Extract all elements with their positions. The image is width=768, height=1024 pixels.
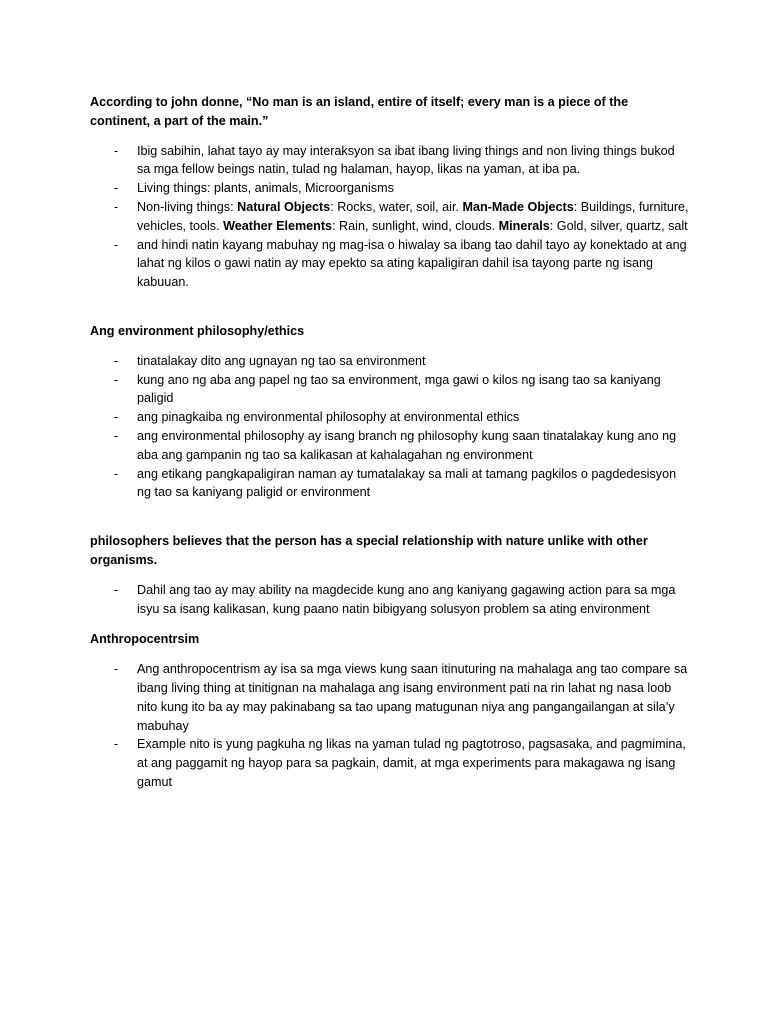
- section4-list: [90, 660, 690, 792]
- list-item: - tinatalakay dito ang ugnayan ng tao sa environment: [90, 352, 690, 371]
- document-body: [90, 93, 690, 792]
- section-heading-environment-philosophy: Ang environment philosophy/ethics: [90, 323, 305, 338]
- list-item: - ang pinagkaiba ng environmental philosophy at environmental ethics: [90, 408, 690, 427]
- list-item: - and hindi natin kayang mabuhay ng mag-isa o hiwalay sa ibang tao dahil tayo ay konektado at ang lahat ng kilos o gawi natin ay may epekto sa ating kapaligiran dahil isa tayong parte ng isang kabuuan.: [90, 236, 690, 292]
- section-heading-anthropocentrism: Anthropocentrsim: [90, 632, 200, 647]
- list-item: - Living things: plants, animals, Microorganisms: [90, 179, 690, 198]
- section1-list: [90, 142, 690, 292]
- section2-list: [90, 352, 690, 502]
- section3-list: [90, 581, 690, 619]
- list-item: - Ang anthropocentrism ay isa sa mga views kung saan itinuturing na mahalaga ang tao compare sa ibang living thing at tinitignan na mahalaga ang isang environment pati na rin lahat ng nasa loob nito kung ito ba ay may pakinabang sa tao upang matugunan niya ang pangangailangan at sila’y mabuhay: [90, 660, 690, 735]
- quote-heading: According to john donne, “No man is an island, entire of itself; every man is a piece of the continent, a part of the main.”: [90, 95, 629, 128]
- list-item-non-living: - Non-living things: Natural Objects: Rocks, water, soil, air. Man-Made Objects: Buildings, furniture, vehicles, tools. Weather Elements: Rain, sunlight, wind, clouds. Minerals: Gold, silver, quartz, salt: [90, 198, 690, 236]
- list-item: - ang etikang pangkapaligiran naman ay tumatalakay sa mali at tamang pagkilos o pagdedesisyon ng tao sa kaniyang paligid or environment: [90, 465, 690, 503]
- list-item: - Ibig sabihin, lahat tayo ay may interaksyon sa ibat ibang living things and non living things bukod sa mga fellow beings natin, tulad ng halaman, hayop, likas na yaman, at iba pa.: [90, 142, 690, 180]
- list-item: - Example nito is yung pagkuha ng likas na yaman tulad ng pagtotroso, pagsasaka, and pagmimina, at ang paggamit ng hayop para sa pagkain, damit, at mga experiments para makagawa ng isang gamut: [90, 735, 690, 791]
- section-heading-philosophers: philosophers believes that the person has a special relationship with nature unlike with other organisms.: [90, 534, 648, 567]
- list-item: - Dahil ang tao ay may ability na magdecide kung ano ang kaniyang gagawing action para sa mga isyu sa isang kalikasan, kung paano natin bibigyang solusyon problem sa ating environment: [90, 581, 690, 619]
- list-item: - ang environmental philosophy ay isang branch ng philosophy kung saan tinatalakay kung ano ng aba ang gampanin ng tao sa kalikasan at kahalagahan ng environment: [90, 427, 690, 465]
- list-item: - kung ano ng aba ang papel ng tao sa environment, mga gawi o kilos ng isang tao sa kaniyang paligid: [90, 371, 690, 409]
